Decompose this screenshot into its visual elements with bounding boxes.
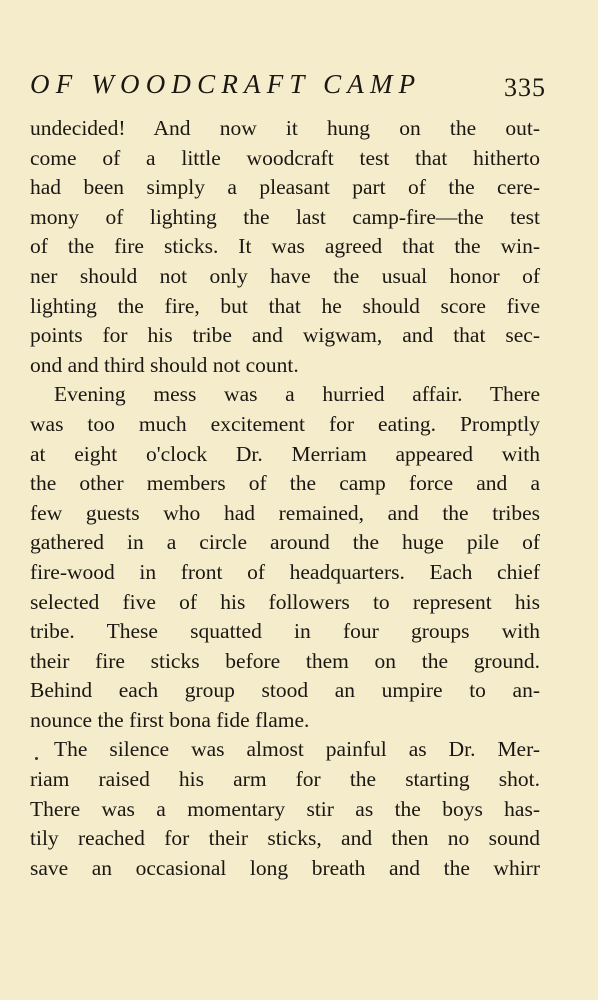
text-line: few guests who had remained, and the tribes: [30, 500, 540, 525]
text-line: The silence was almost painful as Dr. Mer-: [54, 737, 540, 762]
text-line: was too much excitement for eating. Promptly: [30, 411, 540, 436]
text-line: had been simply a pleasant part of the cere-: [30, 175, 540, 200]
text-line: points for his tribe and wigwam, and that sec-: [30, 323, 540, 348]
text-line: nounce the first bona fide flame.: [30, 707, 310, 732]
paragraph-3: [30, 735, 540, 883]
running-header: [30, 66, 546, 106]
text-line: gathered in a circle around the huge pile of: [30, 530, 540, 555]
paragraph-2: [30, 380, 540, 735]
text-line: of the fire sticks. It was agreed that the win-: [30, 234, 540, 259]
paragraph-1: [30, 114, 540, 380]
ink-speck: [35, 757, 38, 760]
text-line: at eight o'clock Dr. Merriam appeared with: [30, 441, 540, 466]
text-line: tily reached for their sticks, and then no sound: [30, 826, 540, 851]
text-line: riam raised his arm for the starting shot.: [30, 767, 540, 792]
text-line: Evening mess was a hurried affair. There: [54, 382, 540, 407]
text-line: mony of lighting the last camp-fire—the test: [30, 204, 540, 229]
text-line: save an occasional long breath and the whirr: [30, 855, 540, 880]
body-text: [30, 114, 540, 883]
running-title: OF WOODCRAFT CAMP: [30, 69, 422, 99]
text-line: ner should not only have the usual honor of: [30, 263, 540, 288]
text-line: undecided! And now it hung on the out-: [30, 116, 540, 140]
text-line: tribe. These squatted in four groups with: [30, 619, 540, 644]
text-line: the other members of the camp force and a: [30, 471, 540, 496]
text-line: There was a momentary stir as the boys has-: [30, 796, 540, 821]
page-number: 335: [504, 73, 546, 102]
text-line: their fire sticks before them on the ground.: [30, 648, 540, 673]
text-line: selected five of his followers to represent his: [30, 589, 540, 614]
text-line: come of a little woodcraft test that hitherto: [30, 145, 540, 170]
text-line: lighting the fire, but that he should score five: [30, 293, 540, 318]
text-line: ond and third should not count.: [30, 352, 299, 377]
text-line: fire-wood in front of headquarters. Each chief: [30, 559, 540, 584]
text-line: Behind each group stood an umpire to an-: [30, 678, 540, 703]
